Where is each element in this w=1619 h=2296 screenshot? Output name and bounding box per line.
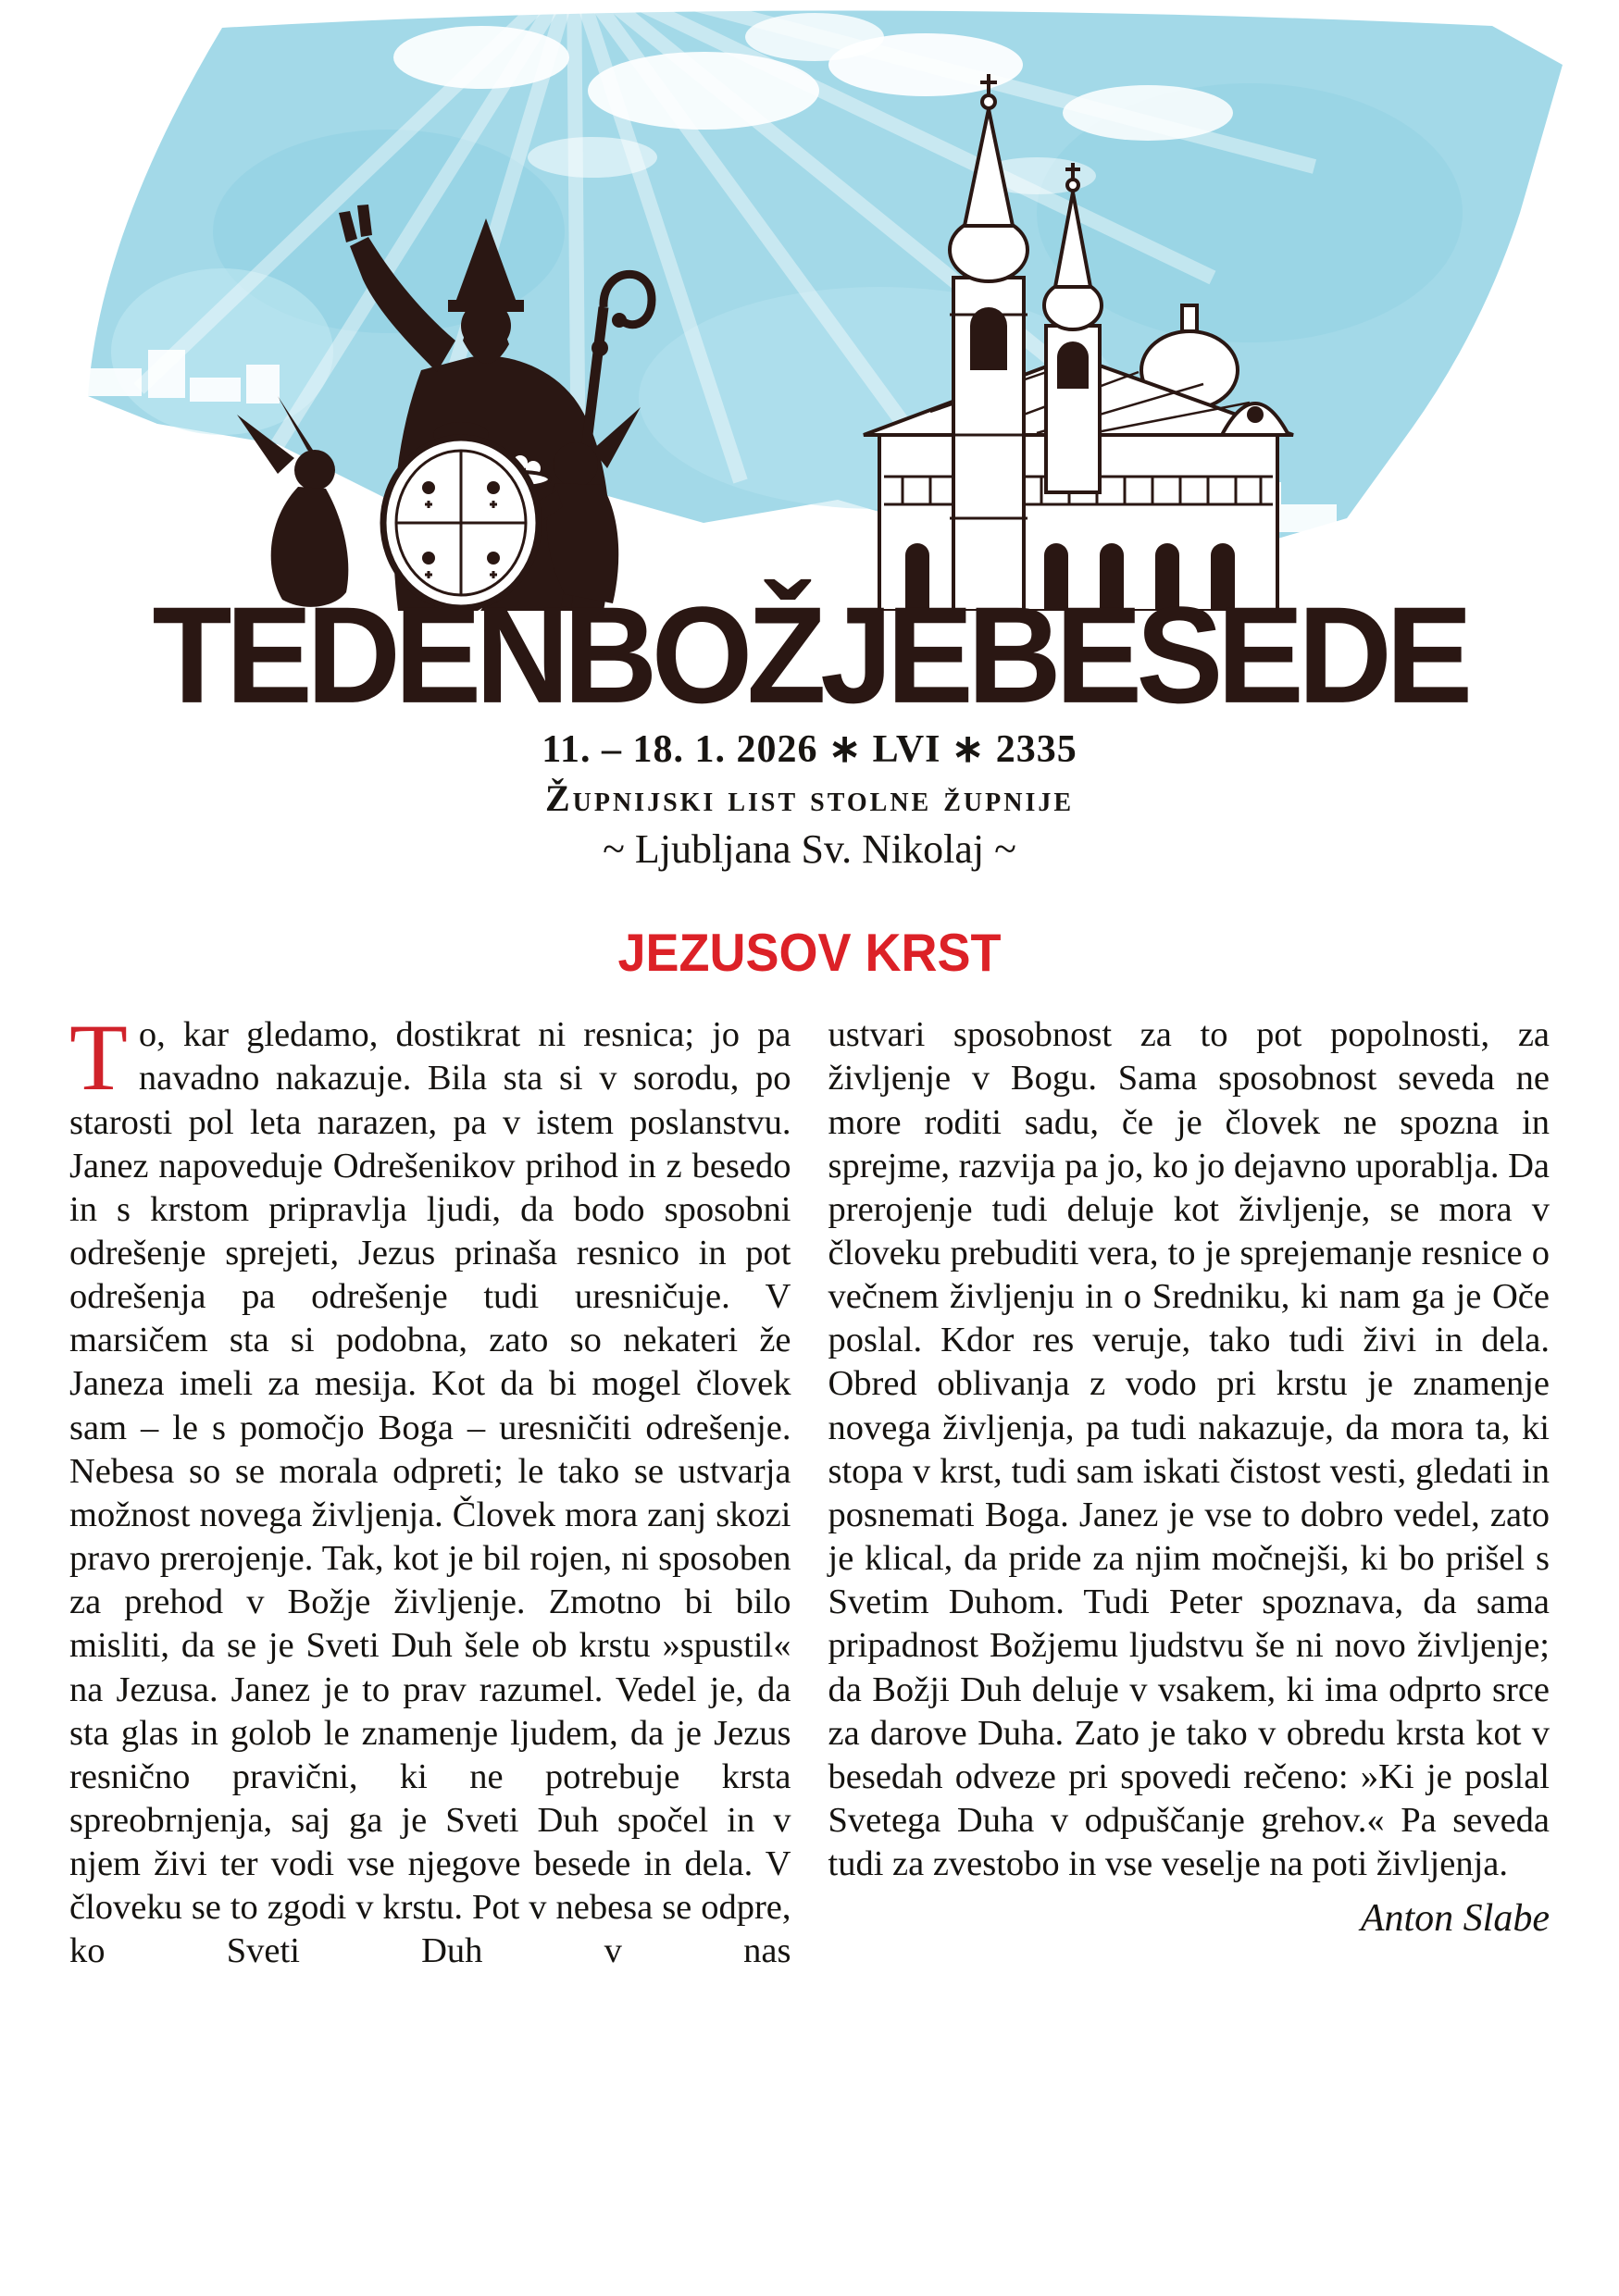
author-signature: Anton Slabe bbox=[1360, 1897, 1550, 1941]
header-illustration bbox=[0, 0, 1619, 611]
column-right-text: ustvari sposobnost za to pot popolnosti, za življenje v Bogu. Sama sposobnost seveda ne more roditi sadu, če je človek ne spozna in sprejme, razvija pa jo, ko jo dejavno uporablja. Da prerojenje tudi deluje kot življenje, se mora v človeku prebuditi vera, to je sprejemanje resnice o večnem življenju in o Sredniku, ki nam ga je Oče poslal. Kdor res veruje, tako tudi živi in dela. Obred oblivanja z vodo pri krstu je znamenje novega življenja, pa tudi nakazuje, da mora ta, ki stopa v krst, tudi sam iskati čistost vesti, gledati in posnemati Boga. Janez je vse to dobro vedel, zato je klical, da pride za njim močnejši, ki bo prišel s Svetim Duhom. Tudi Peter spoznava, da sama pripadnost Božjemu ljudstvu še ni novo življenje; da Božji Duh deluje v vsakem, ki ima odprto srce za darove Duha. Zato je tako v obredu krsta kot v besedah odveze pri spovedi rečeno: »Ki je poslal Svetega Duha v odpuščanje grehov.« Pa seveda tudi za zvestobo in vse veselje na poti življenja. bbox=[828, 1015, 1550, 1884]
masthead-title: TEDENBOŽJEBESEDE bbox=[152, 578, 1467, 733]
masthead-subtitle: Župnijski list stolne župnije bbox=[544, 777, 1075, 819]
column-right-paragraph bbox=[828, 1013, 1551, 1886]
column-left-text: o, kar gledamo, dostikrat ni resnica; jo pa navadno nakazuje. Bila sta si v sorodu, po starosti pol leta narazen, pa v istem poslanstvu. Janez napoveduje Odrešenikov prihod in z besedo in s krstom pripravlja ljudi, da bodo sposobni odrešenje sprejeti, Jezus prinaša resnico in pot odrešenja pa odrešenje tudi uresničuje. V marsičem sta si podobna, zato so nekateri že Janeza imeli za mesija. Kot da bi mogel človek sam – le s pomočjo Boga – uresničiti odrešenje. Nebesa so se morala odpreti; le tako se ustvarja možnost novega življenja. Človek mora zanj skozi pravo prerojenje. Tak, kot je bil rojen, ni sposoben za prehod v Božje življenje. Zmotno bi bilo misliti, da se je Sveti Duh šele ob krstu »spustil« na Jezusa. Janez je to prav razumel. Vedel je, da sta glas in golob le znamenje ljudem, da je Jezus resnično pravični, ki ne potrebuje krsta spreobrnjenja, saj ga je Sveti Duh spočel in v njem živi ter vodi vse njegove besede in dela. V človeku se to zgodi v krstu. Pot v nebesa se odpre, ko Sveti Duh v nas bbox=[69, 1015, 791, 1971]
column-left bbox=[69, 1005, 791, 1973]
column-right bbox=[828, 1013, 1551, 1973]
article-heading: JEZUSOV KRST bbox=[617, 924, 1002, 983]
issue-line: 11. – 18. 1. 2026 ∗ LVI ∗ 2335 bbox=[542, 728, 1077, 771]
parish-line: ~ Ljubljana Sv. Nikolaj ~ bbox=[603, 826, 1016, 872]
article-columns bbox=[69, 1005, 1550, 1973]
column-left-paragraph bbox=[69, 1005, 791, 1973]
drop-cap: T bbox=[69, 1005, 128, 1111]
